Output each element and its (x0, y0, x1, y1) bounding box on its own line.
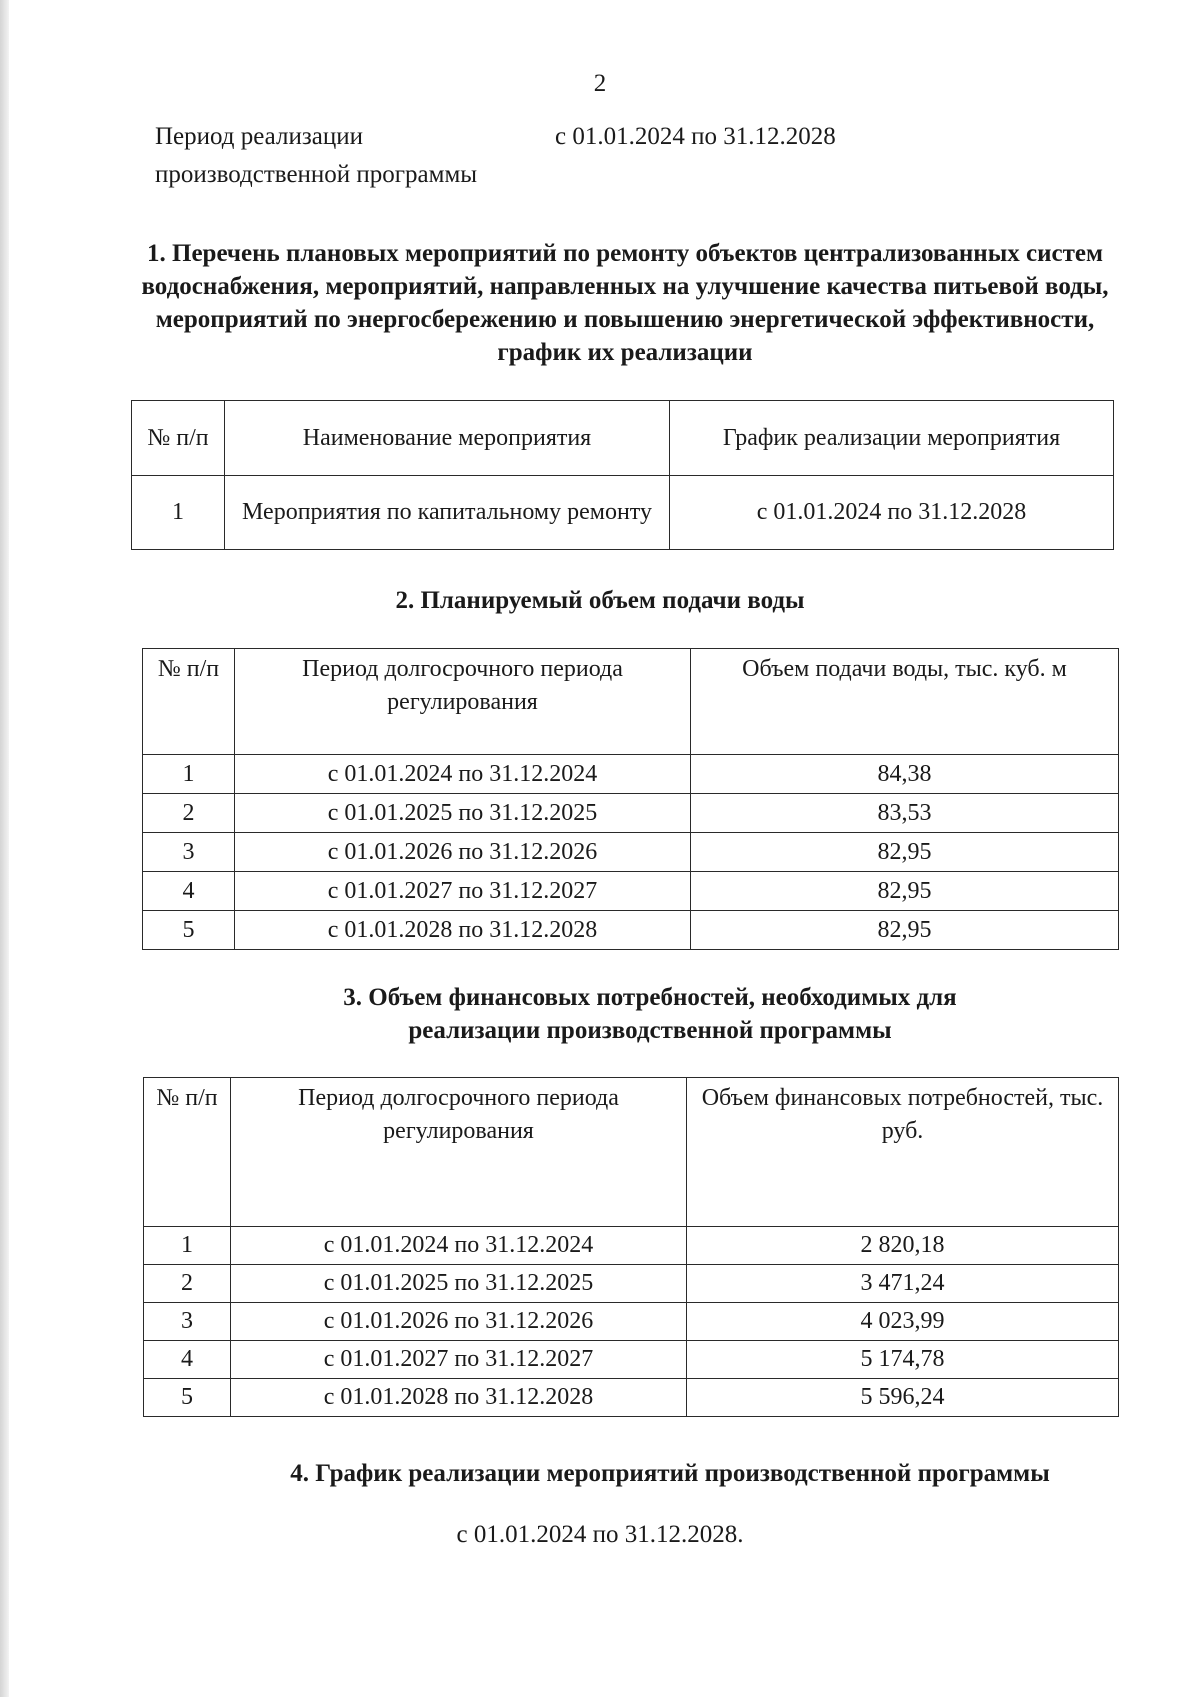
table-cell: 83,53 (691, 794, 1119, 833)
table-cell: 1 (132, 476, 225, 550)
table-row (144, 1265, 1119, 1303)
table-header-row (132, 401, 1114, 476)
table-cell: 5 596,24 (687, 1379, 1119, 1417)
header-cell-number: № п/п (143, 649, 235, 755)
table-cell: Мероприятия по капитальному ремонту (225, 476, 670, 550)
table-cell: 82,95 (691, 911, 1119, 950)
header-cell-schedule: График реализации мероприятия (670, 401, 1114, 476)
table-cell: 2 (143, 794, 235, 833)
table-cell: с 01.01.2025 по 31.12.2025 (231, 1265, 687, 1303)
header-cell-number: № п/п (144, 1078, 231, 1227)
table-cell: 3 471,24 (687, 1265, 1119, 1303)
table-cell: с 01.01.2028 по 31.12.2028 (235, 911, 691, 950)
table-cell: 4 (143, 872, 235, 911)
program-period-label: Период реализации производственной программы (155, 123, 478, 188)
table-cell: 82,95 (691, 872, 1119, 911)
table-row (144, 1227, 1119, 1265)
table-cell: 3 (143, 833, 235, 872)
table-cell: 2 820,18 (687, 1227, 1119, 1265)
header-cell-number: № п/п (132, 401, 225, 476)
header-cell-name: Наименование мероприятия (225, 401, 670, 476)
table-cell: 5 (143, 911, 235, 950)
section-4-title: 4. График реализации мероприятий производственной программы (290, 1460, 1050, 1487)
header-cell-period: Период долгосрочного периода регулирования (231, 1078, 687, 1227)
table-cell: с 01.01.2025 по 31.12.2025 (235, 794, 691, 833)
section-4-period: с 01.01.2024 по 31.12.2028. (456, 1521, 744, 1548)
table-cell: с 01.01.2027 по 31.12.2027 (235, 872, 691, 911)
table-cell: 1 (143, 755, 235, 794)
section-1-title: 1. Перечень плановых мероприятий по ремонту объектов централизованных систем водоснабжения, мероприятий, направленных на улучшение качества питьевой воды, мероприятий по энергосбережению и повышению энергетической эффективности, график их реализации (141, 240, 1109, 366)
section-1-table (131, 400, 1114, 550)
table-cell: 5 (144, 1379, 231, 1417)
header-cell-volume: Объем подачи воды, тыс. куб. м (691, 649, 1119, 755)
table-cell: 4 023,99 (687, 1303, 1119, 1341)
header-cell-period: Период долгосрочного периода регулирования (235, 649, 691, 755)
table-cell: 2 (144, 1265, 231, 1303)
table-header-row (143, 649, 1119, 755)
table-row (143, 833, 1119, 872)
section-2-table (142, 648, 1119, 950)
table-cell: 3 (144, 1303, 231, 1341)
scan-edge-shadow (0, 0, 9, 1697)
table-row (143, 794, 1119, 833)
table-cell: с 01.01.2024 по 31.12.2028 (670, 476, 1114, 550)
table-cell: с 01.01.2028 по 31.12.2028 (231, 1379, 687, 1417)
table-cell: с 01.01.2026 по 31.12.2026 (235, 833, 691, 872)
table-cell: 4 (144, 1341, 231, 1379)
section-2-title: 2. Планируемый объем подачи воды (395, 587, 805, 614)
table-row (144, 1379, 1119, 1417)
header-cell-finance: Объем финансовых потребностей, тыс. руб. (687, 1078, 1119, 1227)
table-header-row (144, 1078, 1119, 1227)
page-number: 2 (593, 70, 607, 97)
table-cell: 82,95 (691, 833, 1119, 872)
table-row (144, 1341, 1119, 1379)
table-row (144, 1303, 1119, 1341)
table-cell: 84,38 (691, 755, 1119, 794)
section-3-table (143, 1077, 1119, 1417)
table-cell: с 01.01.2024 по 31.12.2024 (231, 1227, 687, 1265)
table-cell: с 01.01.2024 по 31.12.2024 (235, 755, 691, 794)
table-row (132, 476, 1114, 550)
table-row (143, 755, 1119, 794)
table-row (143, 911, 1119, 950)
program-period-value: с 01.01.2024 по 31.12.2028 (555, 123, 836, 150)
table-cell: 1 (144, 1227, 231, 1265)
section-3-title: 3. Объем финансовых потребностей, необходимых для реализации производственной программы (343, 984, 957, 1044)
table-row (143, 872, 1119, 911)
table-cell: с 01.01.2027 по 31.12.2027 (231, 1341, 687, 1379)
table-cell: 5 174,78 (687, 1341, 1119, 1379)
table-cell: с 01.01.2026 по 31.12.2026 (231, 1303, 687, 1341)
